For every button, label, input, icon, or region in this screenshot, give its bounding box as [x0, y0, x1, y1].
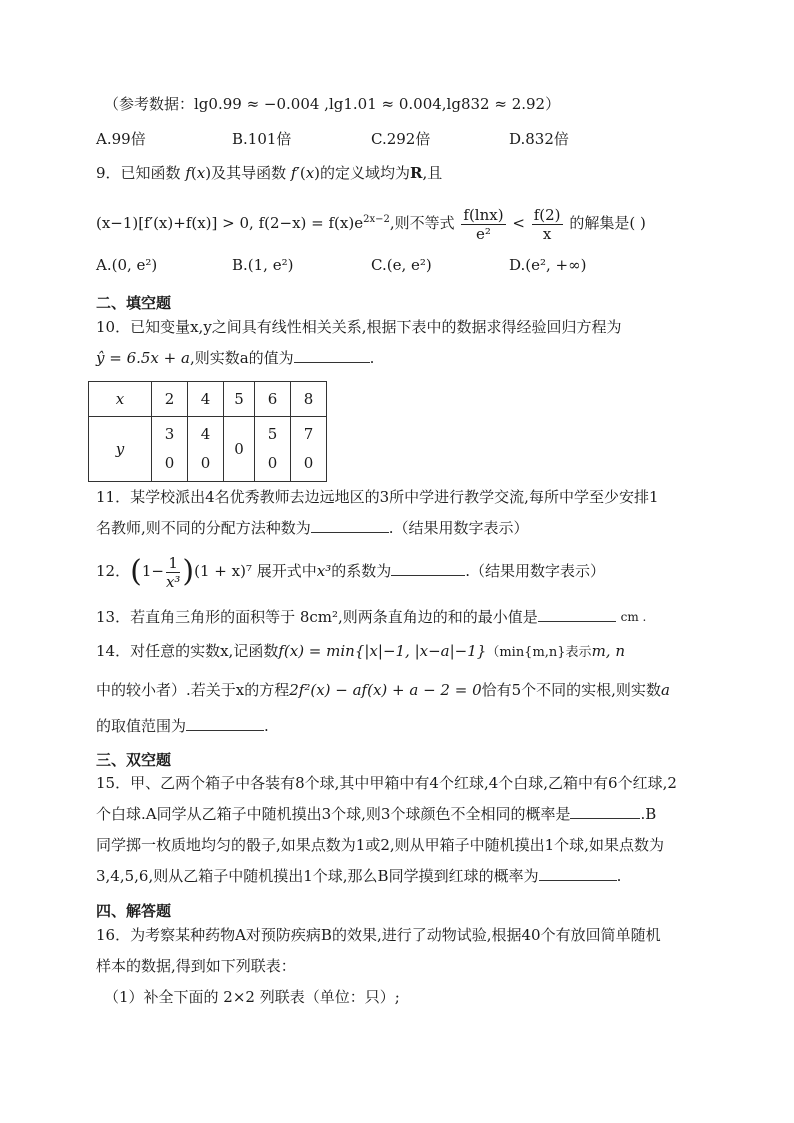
table-header-y: y: [89, 417, 152, 482]
q9-fraction-right: $\frac{f(2)}{x}$: [533, 205, 561, 243]
q11-line2: 名教师,则不同的分配方法种数为 .（结果用数字表示）: [96, 519, 529, 537]
q15-line4: 3,4,5,6,则从乙箱子中随机摸出1个球,那么B同学摸到红球的概率为 .: [96, 867, 622, 885]
q9-option-d: D.(e², +∞): [509, 256, 587, 274]
table-row-x: [89, 382, 327, 417]
q15-answer-blank-1: [570, 804, 640, 819]
q16-line1: 16．为考察某种药物A对预防疾病B的效果,进行了动物试验,根据40个有放回简单随机: [96, 926, 661, 944]
q9-condition: (x−1)[f′(x)+f(x)] > 0, $f(2-x) = f(x)e^{2x-2}$,则不等式 $\frac{f(\ln x)}{\text{e²}}$ < $\frac{f(2)}{x}$ 的解集是( ): [96, 205, 646, 243]
q12-line: 12．(1− $\frac{1}{\text{x³}}$ )(1 + x)⁷ 展开式中x³的系数为 .（结果用数字表示）: [96, 553, 606, 591]
q9-option-b: B.(1, e²): [232, 256, 294, 274]
q9-option-c: C.(e, e²): [371, 256, 432, 274]
table-cell: 6: [255, 382, 291, 417]
q11-line1: 11．某学校派出4名优秀教师去边远地区的3所中学进行教学交流,每所中学至少安排1: [96, 488, 659, 506]
table-cell: 5 0: [255, 417, 291, 482]
q10-line2: ŷ = 6.5x + a,则实数a的值为 .: [96, 349, 375, 367]
q14-line1: 14．对任意的实数x,记函数f(x) = min{|x|−1, |x−a|−1}（min{m,n}表示m, n: [96, 642, 625, 660]
q9-fraction-left: $\frac{f(\ln x)}{\text{e²}}$: [463, 205, 504, 243]
table-cell: 8: [291, 382, 327, 417]
q8-option-b: B.101倍: [232, 130, 292, 148]
q9-stem: 9．已知函数 f(x)及其导函数 f′(x)的定义域均为R,且: [96, 164, 443, 182]
q9-option-a: A.(0, e²): [96, 256, 158, 274]
section-heading-fill-in: 二、填空题: [96, 294, 172, 312]
q13-line: 13．若直角三角形的面积等于 8cm²,则两条直角边的和的最小值是 $^{cm .}$: [96, 608, 647, 626]
reference-data: （参考数据：lg0.99 ≈ −0.004 ,lg1.01 ≈ 0.004,lg832 ≈ 2.92）: [104, 95, 561, 113]
q12-fraction: $\frac{1}{\text{x³}}$: [165, 553, 181, 591]
q15-line3: 同学掷一枚质地均匀的骰子,如果点数为1或2,则从甲箱子中随机摸出1个球,如果点数为: [96, 836, 664, 854]
q15-line2: 个白球.A同学从乙箱子中随机摸出3个球,则3个球颜色不全相同的概率是 .B: [96, 805, 657, 823]
q16-line2: 样本的数据,得到如下列联表：: [96, 957, 296, 975]
q14-line3: 的取值范围为 .: [96, 717, 269, 735]
table-cell: 4: [188, 382, 224, 417]
q10-answer-blank: [294, 348, 370, 363]
q14-line2: 中的较小者）.若关于x的方程2f²(x) − af(x) + a − 2 = 0恰有5个不同的实根,则实数a: [96, 681, 670, 699]
q8-option-c: C.292倍: [371, 130, 431, 148]
q14-answer-blank: [186, 716, 264, 731]
q16-line3: （1）补全下面的 2×2 列联表（单位：只）;: [104, 988, 400, 1006]
q13-answer-blank: [538, 607, 616, 622]
table-cell: 4 0: [188, 417, 224, 482]
data-table: [88, 381, 327, 482]
table-row-y: [89, 417, 327, 482]
q15-line1: 15．甲、乙两个箱子中各装有8个球,其中甲箱中有4个红球,4个白球,乙箱中有6个红球,2: [96, 774, 677, 792]
q12-answer-blank: [391, 561, 465, 576]
section-heading-solutions: 四、解答题: [96, 902, 172, 920]
q15-answer-blank-2: [539, 866, 617, 881]
q11-answer-blank: [311, 518, 389, 533]
table-cell: 2: [152, 382, 188, 417]
table-header-x: x: [89, 382, 152, 417]
q8-option-a: A.99倍: [96, 130, 146, 148]
section-heading-double-blank: 三、双空题: [96, 751, 172, 769]
table-cell: 3 0: [152, 417, 188, 482]
table-cell: 0: [224, 417, 255, 482]
table-cell: 5: [224, 382, 255, 417]
table-cell: 7 0: [291, 417, 327, 482]
q10-line1: 10．已知变量x,y之间具有线性相关关系,根据下表中的数据求得经验回归方程为: [96, 318, 622, 336]
q8-option-d: D.832倍: [509, 130, 569, 148]
